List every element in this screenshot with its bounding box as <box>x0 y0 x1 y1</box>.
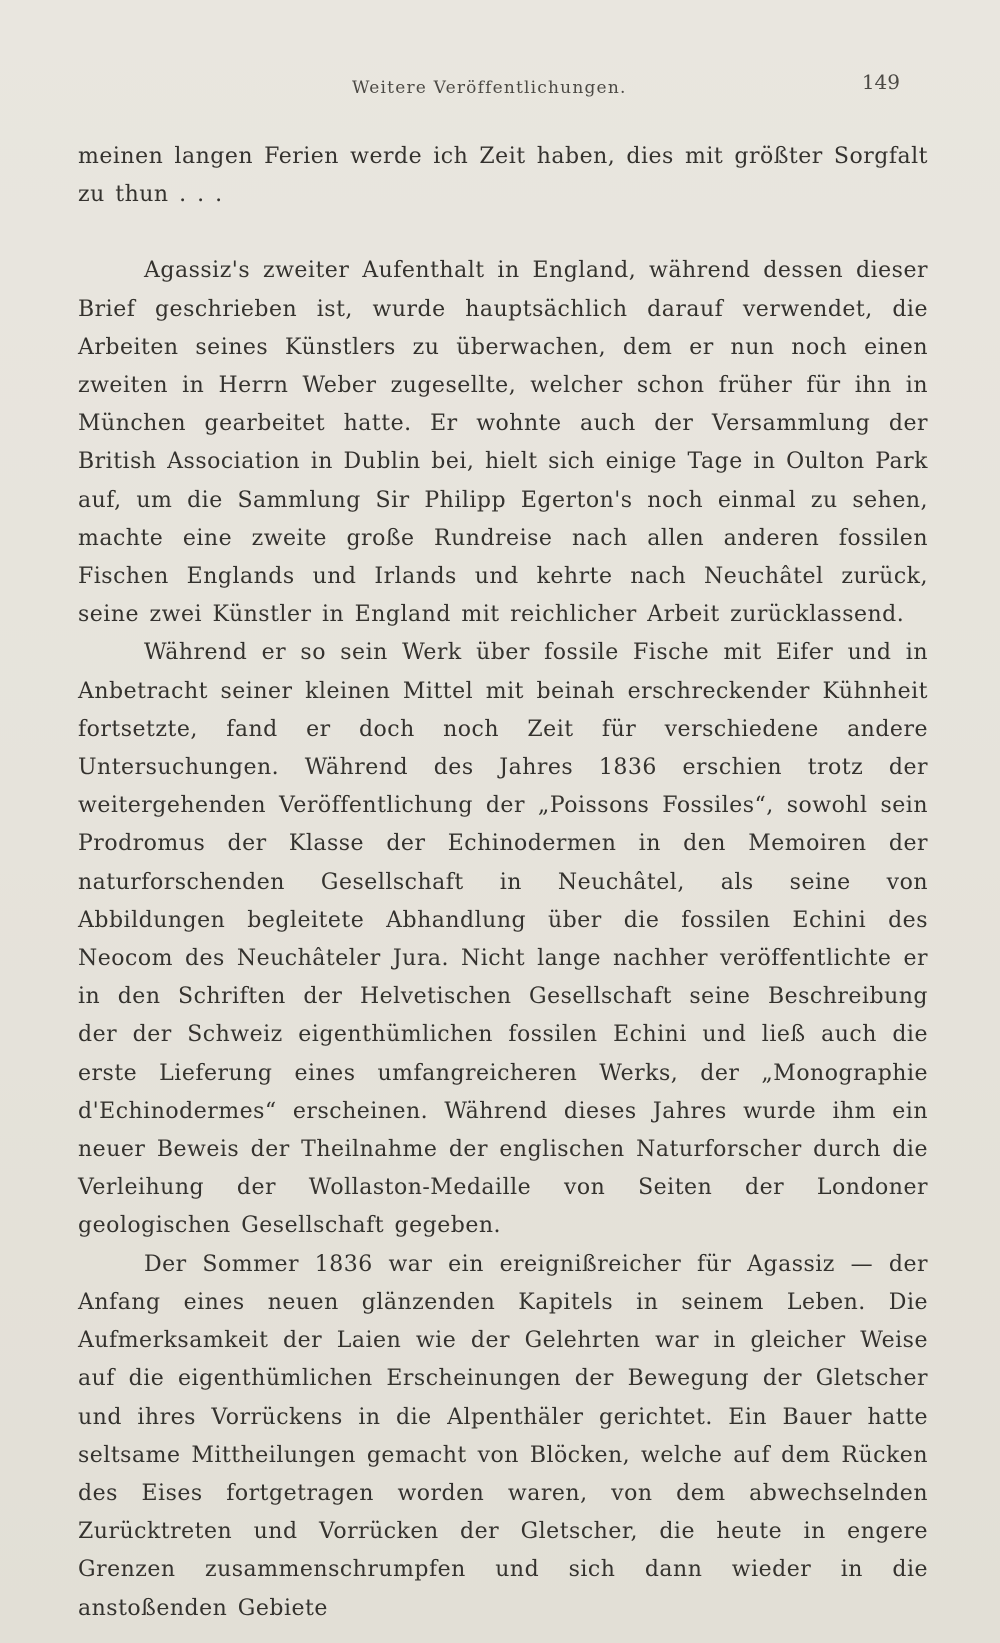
paragraph-continuation: meinen langen Ferien werde ich Zeit haben, dies mit größter Sorgfalt zu thun . . . <box>78 144 928 208</box>
body-text <box>78 138 928 1628</box>
paragraph-fossil-fish-work: Während er so sein Werk über fossile Fische mit Eifer und in Anbetracht seiner kleinen Mittel mit beinah erschreckender Kühnheit fortsetzte, fand er doch noch Zeit für verschiedene andere Untersuchungen. Während des Jahres 1836 erschien trotz der weitergehenden Veröffentlichung der „Poissons Fossiles“, sowohl sein Prodromus der Klasse der Echinodermen in den Memoiren der naturforschenden Gesellschaft in Neuchâtel, als seine von Abbildungen begleitete Abhandlung über die fossilen Echini des Neocom des Neuchâteler Jura. Nicht lange nachher veröffentlichte er in den Schriften der Helvetischen Gesellschaft seine Beschreibung der der Schweiz eigenthümlichen fossilen Echini und ließ auch die erste Lieferung eines umfangreicheren Werks, der „Monographie d'Echinodermes“ erscheinen. Während dieses Jahres wurde ihm ein neuer Beweis der Theilnahme der englischen Naturforscher durch die Verleihung der Wollaston-Medaille von Seiten der Londoner geologischen Gesellschaft gegeben. <box>78 640 928 1239</box>
paragraph-summer-1836: Der Sommer 1836 war ein ereignißreicher für Agassiz — der Anfang eines neuen glänzenden Kapitels in seinem Leben. Die Aufmerksamkeit der Laien wie der Gelehrten war in gleicher Weise auf die eigenthümlichen Erscheinungen der Bewegung der Gletscher und ihres Vorrückens in die Alpenthäler gerichtet. Ein Bauer hatte seltsame Mittheilungen gemacht von Blöcken, welche auf dem Rücken des Eises fortgetragen worden waren, von dem abwechselnden Zurücktreten und Vorrücken der Gletscher, die heute in engere Grenzen zusammenschrumpfen und sich dann wieder in die anstoßenden Gebiete <box>78 1251 928 1621</box>
page-header <box>90 70 920 110</box>
paragraph-agassiz-england: Agassiz's zweiter Aufenthalt in England, während dessen dieser Brief geschrieben ist, wurde hauptsächlich darauf verwendet, die Arbeiten seines Künstlers zu überwachen, dem er nun noch einen zweiten in Herrn Weber zugesellte, welcher schon früher für ihn in München gearbeitet hatte. Er wohnte auch der Versammlung der British Association in Dublin bei, hielt sich einige Tage in Oulton Park auf, um die Sammlung Sir Philipp Egerton's noch einmal zu sehen, machte eine zweite große Rundreise nach allen anderen fossilen Fischen Englands und Irlands und kehrte nach Neuchâtel zurück, seine zwei Künstler in England mit reichlicher Arbeit zurücklassend. <box>78 258 928 628</box>
page-number: 149 <box>861 70 900 94</box>
running-title: Weitere Veröffentlichungen. <box>352 78 627 98</box>
